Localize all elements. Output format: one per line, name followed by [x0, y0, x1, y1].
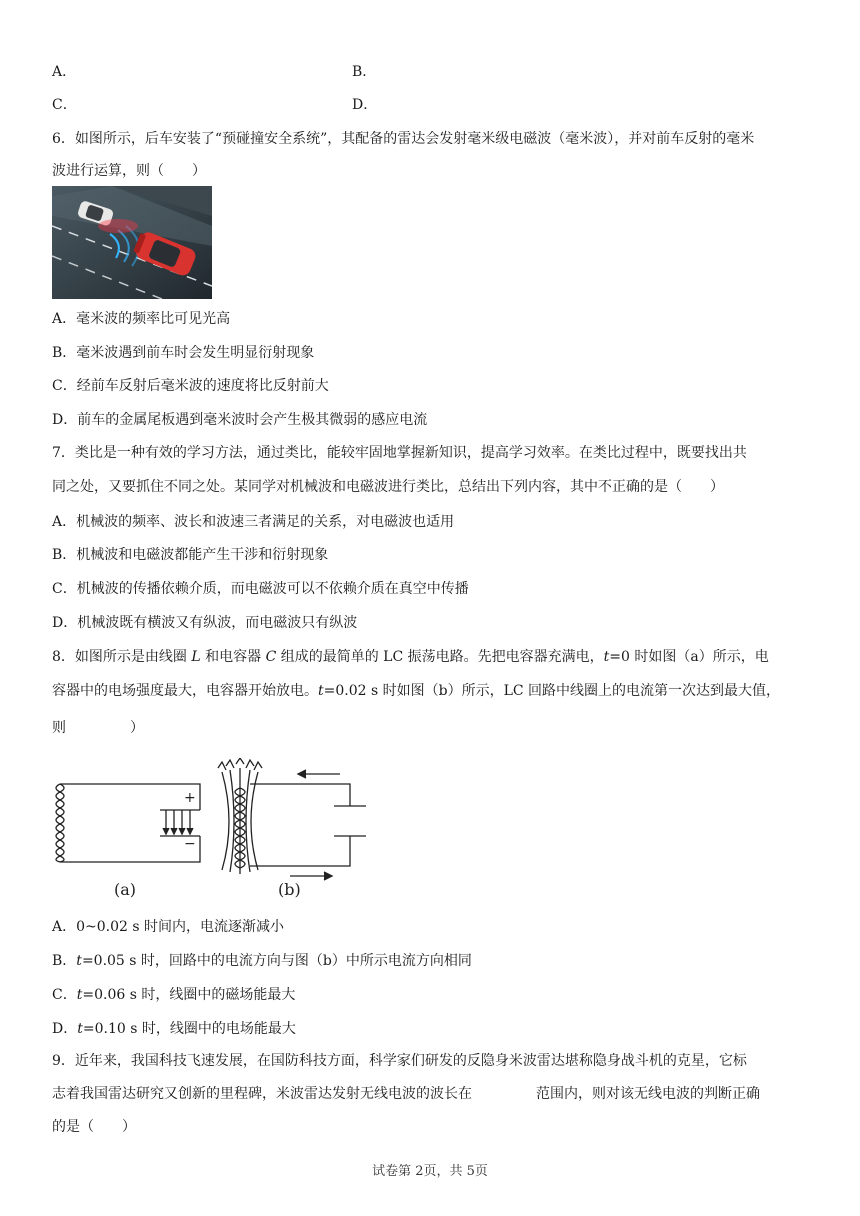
page-footer: 试卷第 2页，共 5页: [372, 1164, 488, 1179]
q6-option-c: C．经前车反射后毫米波的速度将比反射前大: [52, 378, 329, 394]
circuit-b: [218, 758, 366, 880]
circuit-a: [56, 784, 200, 862]
q8-stem-line2: 容器中的电场强度最大，电容器开始放电。t=0.02 s 时如图（b）所示，LC 回路中线圈上的电流第一次达到最大值，: [52, 683, 781, 699]
figure-a-label: (a): [114, 880, 137, 899]
q8-option-b: B．t=0.05 s 时，回路中的电流方向与图（b）中所示电流方向相同: [52, 953, 472, 969]
q6-option-b: B．毫米波遇到前车时会发生明显衍射现象: [52, 345, 315, 361]
radar-car-photo: [52, 186, 212, 299]
q7-option-a: A．机械波的频率、波长和波速三者满足的关系，对电磁波也适用: [52, 514, 455, 530]
option-d-top: D．: [352, 97, 378, 113]
q6-stem-line2: 波进行运算，则（ ）: [52, 163, 206, 179]
q6-stem-line1: 6．如图所示，后车安装了“预碰撞安全系统”，其配备的雷达会发射毫米级电磁波（毫米波），并对前车反射的毫米: [52, 131, 755, 147]
option-a-top: A．: [52, 64, 77, 80]
q9-stem-line2: 志着我国雷达研究又创新的里程碑，米波雷达发射无线电波的波长在 范围内，则对该无线电波的判断正确: [52, 1086, 760, 1102]
q7-stem-line2: 同之处，又要抓住不同之处。某同学对机械波和电磁波进行类比，总结出下列内容，其中不正确的是（ ）: [52, 479, 724, 495]
option-b-top: B．: [352, 64, 377, 80]
q8-option-a: A．0~0.02 s 时间内，电流逐渐减小: [52, 919, 285, 935]
q7-option-c: C．机械波的传播依赖介质，而电磁波可以不依赖介质在真空中传播: [52, 581, 469, 597]
q7-option-d: D．机械波既有横波又有纵波，而电磁波只有纵波: [52, 615, 358, 631]
lc-circuit-figure: [50, 758, 380, 908]
plus-sign: +: [184, 790, 196, 806]
q8-stem-line1: 8．如图所示是由线圈 L 和电容器 C 组成的最简单的 LC 振荡电路。先把电容器充满电，t=0 时如图（a）所示，电: [52, 649, 769, 665]
q8-option-d: D．t=0.10 s 时，线圈中的电场能最大: [52, 1021, 296, 1037]
q9-stem-line1: 9．近年来，我国科技飞速发展，在国防科技方面，科学家们研发的反隐身米波雷达堪称隐身战斗机的克星，它标: [52, 1053, 747, 1069]
q6-option-a: A．毫米波的频率比可见光高: [52, 311, 231, 327]
figure-b-label: (b): [278, 880, 301, 899]
q7-stem-line1: 7．类比是一种有效的学习方法，通过类比，能较牢固地掌握新知识，提高学习效率。在类比过程中，既要找出共: [52, 445, 747, 461]
q6-option-d: D．前车的金属尾板遇到毫米波时会产生极其微弱的感应电流: [52, 412, 428, 428]
q7-option-b: B．机械波和电磁波都能产生干涉和衍射现象: [52, 547, 329, 563]
minus-sign: −: [184, 836, 196, 852]
q8-option-c: C．t=0.06 s 时，线圈中的磁场能最大: [52, 987, 296, 1003]
q9-stem-line3: 的是（ ）: [52, 1119, 136, 1135]
option-c-top: C．: [52, 97, 77, 113]
q8-stem-line3: 则 ）: [52, 720, 144, 736]
